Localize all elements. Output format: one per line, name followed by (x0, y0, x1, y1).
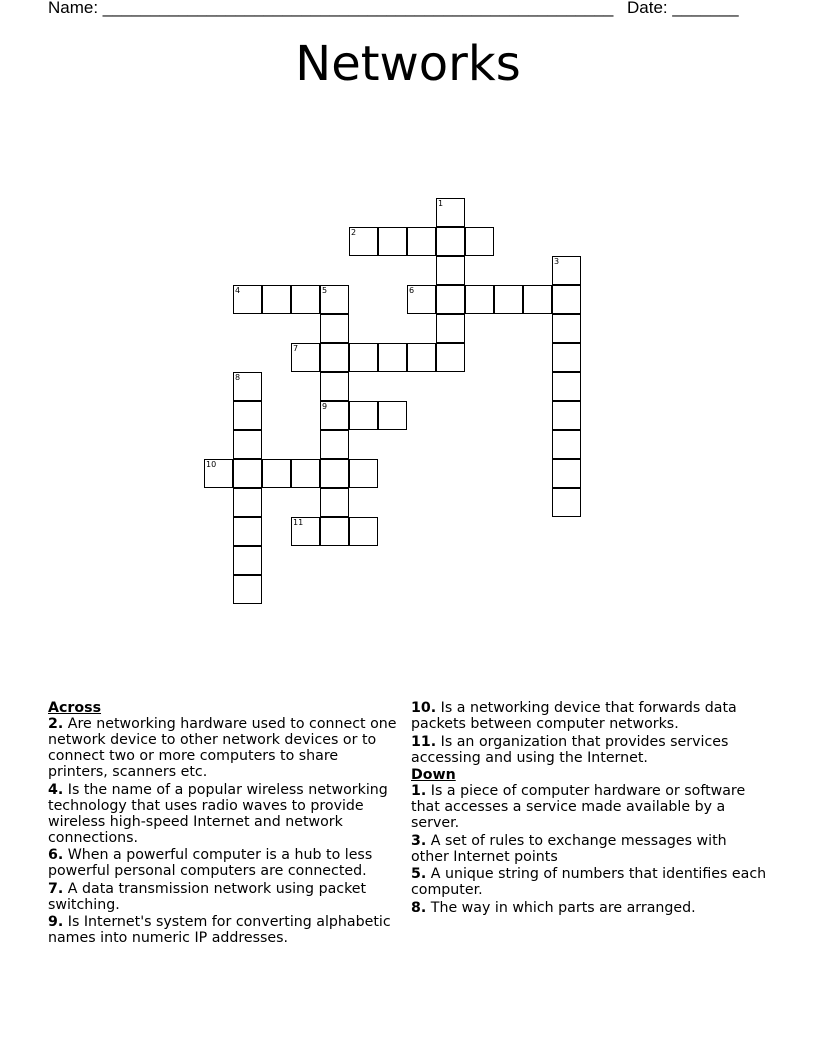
clue-text: Is a networking device that forwards data packets between computer networks. (411, 700, 737, 732)
crossword-cell[interactable] (465, 227, 494, 256)
crossword-cell[interactable] (378, 343, 407, 372)
crossword-cell[interactable] (233, 488, 262, 517)
date-field[interactable]: Date: _______ (627, 0, 739, 17)
crossword-cell[interactable] (262, 459, 291, 488)
crossword-cell[interactable] (320, 372, 349, 401)
cell-number: 8 (235, 373, 241, 382)
crossword-cell[interactable] (233, 401, 262, 430)
crossword-cell[interactable] (552, 314, 581, 343)
crossword-cell[interactable] (436, 285, 465, 314)
crossword-cell[interactable] (320, 459, 349, 488)
clue-across (48, 914, 400, 946)
crossword-cell[interactable] (320, 488, 349, 517)
clue-number: 1. (411, 783, 427, 799)
crossword-cell[interactable] (407, 227, 436, 256)
crossword-cell[interactable] (552, 488, 581, 517)
cell-number: 7 (293, 344, 299, 353)
clue-number: 2. (48, 716, 64, 732)
cell-number: 5 (322, 286, 328, 295)
clue-down (411, 783, 767, 831)
crossword-cell[interactable] (552, 430, 581, 459)
crossword-cell[interactable] (378, 401, 407, 430)
clue-text: When a powerful computer is a hub to less powerful personal computers are connected. (48, 847, 373, 879)
clue-text: Is a piece of computer hardware or software that accesses a service made available by a server. (411, 783, 746, 831)
crossword-cell[interactable] (349, 459, 378, 488)
crossword-cell[interactable] (552, 256, 581, 285)
crossword-cell[interactable] (291, 459, 320, 488)
cell-number: 9 (322, 402, 328, 411)
clue-number: 4. (48, 781, 64, 798)
clue-text: Is an organization that provides services accessing and using the Internet. (411, 733, 729, 766)
crossword-cell[interactable] (349, 401, 378, 430)
clue-across (48, 847, 400, 879)
clue-text: A data transmission network using packet switching. (48, 880, 367, 913)
crossword-cell[interactable] (291, 517, 320, 546)
clue-number: 7. (48, 880, 64, 897)
crossword-cell[interactable] (407, 343, 436, 372)
crossword-cell[interactable] (436, 198, 465, 227)
crossword-cell[interactable] (233, 430, 262, 459)
crossword-cell[interactable] (349, 227, 378, 256)
crossword-cell[interactable] (436, 256, 465, 285)
crossword-cell[interactable] (233, 546, 262, 575)
crossword-cell[interactable] (436, 314, 465, 343)
crossword-cell[interactable] (233, 459, 262, 488)
crossword-cell[interactable] (552, 459, 581, 488)
across-heading: Across (48, 700, 102, 716)
clue-number: 5. (411, 866, 427, 882)
clue-across (411, 734, 767, 766)
cell-number: 1 (438, 199, 444, 208)
crossword-cell[interactable] (523, 285, 552, 314)
clue-across (48, 716, 400, 780)
crossword-cell[interactable] (233, 372, 262, 401)
clue-number: 9. (48, 914, 64, 930)
crossword-cell[interactable] (436, 227, 465, 256)
clue-text: Are networking hardware used to connect one network device to other network devices or to connect two or more computers to share printers, scanners etc. (48, 716, 397, 780)
crossword-cell[interactable] (320, 285, 349, 314)
crossword-cell[interactable] (320, 314, 349, 343)
crossword-cell[interactable] (378, 227, 407, 256)
clue-across (411, 700, 767, 732)
clue-number: 6. (48, 847, 64, 863)
clues-right-column (411, 700, 767, 917)
crossword-cell[interactable] (436, 343, 465, 372)
clue-text: Is the name of a popular wireless networking technology that uses radio waves to provide wireless high-speed Internet and network connections. (48, 781, 388, 846)
clue-number: 10. (411, 700, 437, 716)
crossword-cell[interactable] (552, 285, 581, 314)
clue-across (48, 881, 400, 913)
cell-number: 3 (554, 257, 560, 266)
cell-number: 11 (293, 518, 304, 527)
crossword-cell[interactable] (349, 517, 378, 546)
clue-text: A set of rules to exchange messages with other Internet points (411, 832, 727, 865)
clue-text: Is Internet's system for converting alphabetic names into numeric IP addresses. (48, 914, 391, 946)
crossword-cell[interactable] (204, 459, 233, 488)
crossword-cell[interactable] (262, 285, 291, 314)
crossword-cell[interactable] (320, 343, 349, 372)
clue-down (411, 900, 767, 916)
clue-number: 11. (411, 733, 437, 750)
crossword-cell[interactable] (233, 575, 262, 604)
crossword-cell[interactable] (291, 285, 320, 314)
crossword-cell[interactable] (320, 517, 349, 546)
cell-number: 2 (351, 228, 357, 237)
clue-down (411, 833, 767, 865)
crossword-cell[interactable] (552, 401, 581, 430)
crossword-cell[interactable] (465, 285, 494, 314)
cell-number: 6 (409, 286, 415, 295)
crossword-cell[interactable] (233, 517, 262, 546)
clue-number: 3. (411, 832, 427, 849)
down-heading: Down (411, 767, 456, 783)
cell-number: 4 (235, 286, 241, 295)
clue-across (48, 782, 400, 846)
page-title: Networks (295, 36, 521, 92)
cell-number: 10 (206, 460, 217, 469)
name-field[interactable]: Name: ______________________________________________________ (48, 0, 614, 17)
crossword-cell[interactable] (552, 343, 581, 372)
clue-text: The way in which parts are arranged. (430, 899, 696, 916)
crossword-cell[interactable] (291, 343, 320, 372)
crossword-cell[interactable] (494, 285, 523, 314)
clue-down (411, 866, 767, 898)
crossword-cell[interactable] (320, 401, 349, 430)
clue-text: A unique string of numbers that identifies each computer. (411, 866, 767, 898)
crossword-cell[interactable] (407, 285, 436, 314)
clues-left-column (48, 700, 400, 948)
crossword-cell[interactable] (552, 372, 581, 401)
clue-number: 8. (411, 899, 427, 916)
crossword-cell[interactable] (349, 343, 378, 372)
crossword-cell[interactable] (233, 285, 262, 314)
crossword-cell[interactable] (320, 430, 349, 459)
